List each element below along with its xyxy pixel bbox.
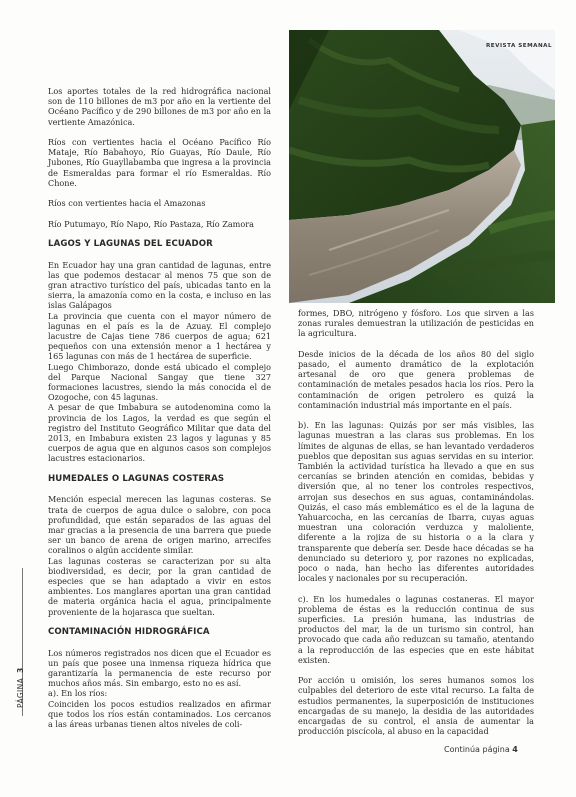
paragraph: Desde inicios de la década de los años 80 del siglo pasado, el aumento dramático de la explotación artesanal de oro que genera problemas de contaminación de metales pesados hacia los ríos. Pero la contaminación de origen petrolero es quizá la contaminación industrial más importante en el país. xyxy=(298,348,534,410)
section-heading-wetlands: HUMEDALES O LAGUNAS COSTERAS xyxy=(48,473,225,484)
paragraph: Mención especial merecen las lagunas costeras. Se trata de cuerpos de agua dulce o salobre, con poca profundidad, que están separados de las aguas del mar gracias a la presencia de una barrera que puede ser un banco de arena de origen marino, arrecifes coralinos o algún accidente similar. xyxy=(48,494,271,556)
paragraph: A pesar de que Imbabura se autodenomina como la provincia de los Lagos, la verdad es que según el registro del Instituto Geográfico Militar que data del 2013, en Imbabura existen 23 lagos y lagunas y 85 cuerpos de agua que en algunos casos son complejos lacustres estacionarios. xyxy=(48,402,271,464)
paragraph: a). En los ríos: xyxy=(48,688,108,699)
paragraph: Luego Chimborazo, donde está ubicado el complejo del Parque Nacional Sangay que tiene 327 formaciones lacustres, siendo la más conocida el de Ozogoche, con 45 lagunas. xyxy=(48,361,271,403)
paragraph: Río Putumayo, Río Napo, Río Pastaza, Río Zamora xyxy=(48,218,254,229)
continue-label: Continúa página xyxy=(444,745,510,754)
continue-note xyxy=(444,745,518,754)
river-valley-photo xyxy=(289,30,555,303)
paragraph: Coinciden los pocos estudios realizados en afirmar que todos los ríos están contaminados. Los cercanos a las áreas urbanas tienen altos niveles de coli- xyxy=(48,698,271,730)
page-label: PÁGINA xyxy=(16,677,25,708)
page-number-label xyxy=(16,636,26,708)
section-heading-lakes: LAGOS Y LAGUNAS DEL ECUADOR xyxy=(48,238,213,249)
paragraph: b). En las lagunas: Quizás por ser más visibles, las lagunas muestran a las claras sus problemas. En los límites de algunas de ellas, se han levantado verdaderos pueblos que depositan sus aguas servidas en su interior. También la actividad turística ha llevado a que en sus cercanías se brinden atención en comidas, bebidas y diversión que, al no tener los controles respectivos, arrojan sus desechos en sus aguas, contaminándolas. Quizás, el caso más emblemático es el de la laguna de Yahuarcocha, en las cercanías de Ibarra, cuyas aguas muestran una coloración verduzca y maloliente, diferente a la rojiza de su historia o a la clara y transparente que debería ser. Desde hace décadas se ha denunciado su deterioro y, por razones no explicadas, poco o nada, han hecho las diferentes autoridades locales y nacionales por su recuperación. xyxy=(298,420,534,584)
paragraph: Los números registrados nos dicen que el Ecuador es un país que posee una inmensa riqueza hídrica que garantizaría la permanencia de este recurso por muchos años más. Sin embargo, esto no es así. xyxy=(48,647,271,689)
text-column-left xyxy=(48,86,271,729)
section-heading-contamination: CONTAMINACIÓN HIDROGRÁFICA xyxy=(48,627,210,638)
paragraph: Las lagunas costeras se caracterizan por su alta biodiversidad, es decir, por la gran cantidad de especies que se han adaptado a vivir en estos ambientes. Los manglares aportan una gran cantidad de materia orgánica hacia el agua, principalmente proveniente de la hojarasca que sueltan. xyxy=(48,555,271,617)
paragraph: c). En los humedales o lagunas costaneras. El mayor problema de éstas es la reducción continua de sus superficies. La presión humana, las industrias de productos del mar, la de un turismo sin control, han provocado que cada año reduzcan su tamaño, atentando a la reproducción de las especies que en este hábitat existen. xyxy=(298,593,534,665)
paragraph: La provincia que cuenta con el mayor número de lagunas en el país es la de Azuay. El complejo lacustre de Cajas tiene 786 cuerpos de agua; 621 pequeños con una extensión menor a 1 hectárea y 165 lagunas con más de 1 hectárea de superficie. xyxy=(48,310,271,362)
paragraph: En Ecuador hay una gran cantidad de lagunas, entre las que podemos destacar al menos 75 que son de gran atractivo turístico del país, ubicadas tanto en la sierra, la amazonía como en la costa, e incluso en las islas Galápagos xyxy=(48,259,271,311)
paragraph: Ríos con vertientes hacia el Amazonas xyxy=(48,198,206,209)
paragraph: formes, DBO, nitrógeno y fósforo. Los que sirven a las zonas rurales demuestran la utilización de pesticidas en la agricultura. xyxy=(298,308,534,339)
page-number: 3 xyxy=(16,667,25,673)
paragraph: Por acción u omisión, los seres humanos somos los culpables del deterioro de este vital recurso. La falta de estudios permanentes, la superposición de instituciones encargadas de su manejo, la desidia de las autoridades encargadas de su control, el ansia de aumentar la producción piscícola, al abuso en la capacidad xyxy=(298,675,534,737)
paragraph: Ríos con vertientes hacia el Océano Pacífico Río Mataje, Río Babahoyo, Río Guayas, Río Daule, Río Jubones, Río Guayllabamba que ingresa a la provincia de Esmeraldas para formar el río Esmeraldas. Río Chone. xyxy=(48,137,271,188)
magazine-name: REVISTA SEMANAL xyxy=(486,43,553,49)
continue-page-number: 4 xyxy=(512,745,518,754)
paragraph: Los aportes totales de la red hidrográfica nacional son de 110 billones de m3 por año en la vertiente del Océano Pacífico y de 290 billones de m3 por año en la vertiente Amazónica. xyxy=(48,86,271,127)
text-column-right xyxy=(298,308,534,736)
